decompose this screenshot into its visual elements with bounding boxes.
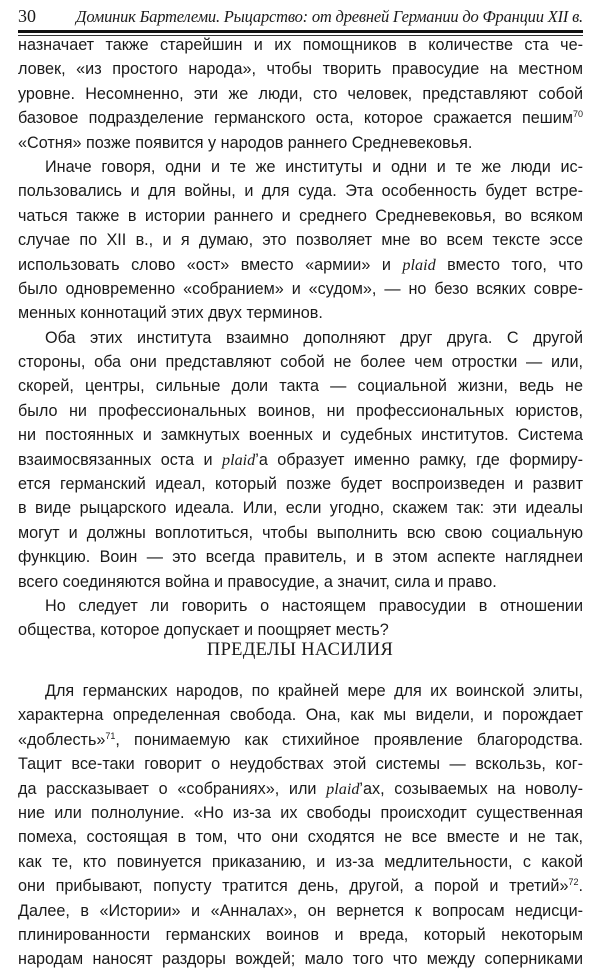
- paragraph: [18, 155, 583, 326]
- text-run: они прибывают, попусту тратится день, другой, а порой и третий»: [18, 877, 569, 896]
- text-run: случае по XII в., и я думаю, это позволяет мне во всем тексте эссе: [18, 231, 583, 250]
- text-line: [18, 594, 583, 618]
- text-line: [18, 33, 583, 57]
- text-line: [18, 106, 583, 130]
- text-block-lower: [18, 679, 583, 972]
- text-run: в виде рыцарского идеала. Или, если угодно, скажем так: эти идеалы: [18, 499, 583, 518]
- text-line: [18, 301, 583, 325]
- text-run: , понимаемую как стихийное проявление благородства.: [115, 730, 583, 749]
- text-line: [18, 374, 583, 398]
- text-line: [18, 448, 583, 472]
- text-run: Оба этих института взаимно дополняют друг друга. С другой: [45, 328, 583, 347]
- text-run: было ни профессиональных воинов, ни профессиональных юристов,: [18, 401, 583, 420]
- text-run: менных коннотаций этих двух терминов.: [18, 304, 323, 323]
- italic-term: plaid: [402, 255, 436, 274]
- footnote-ref[interactable]: 72: [568, 877, 579, 888]
- text-run: народам наносят раздоры вождей; мало того что между соперниками: [18, 950, 583, 969]
- text-line: [18, 277, 583, 301]
- text-line: [18, 521, 583, 545]
- text-run: стороны, оба они представляют собой не более чем отростки — или,: [18, 353, 583, 372]
- text-run: Далее, в «Истории» и «Анналах», он вернется к вопросам недисци-: [18, 901, 583, 920]
- paragraph: [18, 33, 583, 155]
- text-line: [18, 801, 583, 825]
- text-run: Для германских народов, по крайней мере для их воинской элиты,: [45, 682, 583, 700]
- text-run: ’а образует именно рамку, где формиру-: [255, 450, 584, 469]
- text-line: [18, 423, 583, 447]
- text-run: ние или полнолуние. «Но из-за их свободы происходит существенная: [18, 803, 583, 822]
- text-line: [18, 204, 583, 228]
- text-run: общества, которое допускает и поощряет месть?: [18, 621, 389, 640]
- text-run: использовать слово «ост» вместо «армии» и: [18, 255, 403, 274]
- text-run: было одновременно «собранием» и «судом», — но безо всяких совре-: [18, 279, 583, 298]
- footnote-ref[interactable]: 71: [105, 730, 116, 741]
- text-run: Но следует ли говорить о настоящем правосудии в отношении: [45, 596, 583, 615]
- text-run: вместо того, что: [435, 255, 583, 274]
- text-line: [18, 850, 583, 874]
- paragraph: [18, 679, 583, 972]
- text-run: ни постоянных и замкнутых военных и судебных институтов. Система: [18, 426, 583, 445]
- text-line: [18, 874, 583, 898]
- text-line: [18, 703, 583, 727]
- text-run: взаимосвязанных оста и: [18, 450, 222, 469]
- text-line: [18, 728, 583, 752]
- text-line: [18, 228, 583, 252]
- footnote-ref[interactable]: 70: [572, 109, 583, 120]
- text-run: пользовались и для войны, и для суда. Эта особенность будет встре-: [18, 182, 583, 201]
- text-line: [18, 777, 583, 801]
- text-run: плинированности германских воинов и вреда, который некоторым: [18, 925, 583, 944]
- text-line: [18, 947, 583, 971]
- text-line: [18, 82, 583, 106]
- italic-term: plaid: [222, 450, 256, 469]
- text-line: [18, 752, 583, 776]
- text-run: характерна определенная свобода. Она, как мы видели, и порождает: [18, 706, 583, 725]
- text-line: [18, 923, 583, 947]
- text-line: [18, 496, 583, 520]
- section-heading: ПРЕДЕЛЫ НАСИЛИЯ: [206, 640, 394, 660]
- text-run: ловек, «из простого народа», чтобы творить правосудие на местном: [18, 60, 583, 79]
- text-run: ’ах, созываемых на новолу-: [359, 779, 583, 798]
- paragraph: [18, 594, 583, 643]
- text-line: [18, 253, 583, 277]
- paragraph: [18, 326, 583, 594]
- page-number: 30: [18, 6, 36, 26]
- italic-term: plaid: [326, 779, 360, 798]
- text-line: [18, 326, 583, 350]
- text-run: базовое подразделение германского оста, которое сражается пешим: [18, 109, 573, 128]
- text-run: Тацит все-таки говорит о неудобствах этой системы — вскользь, ког-: [18, 755, 583, 774]
- text-run: да рассказывает о «собраниях», или: [18, 779, 327, 798]
- text-run: «Сотня» позже появится у народов раннего Средневековья.: [18, 133, 473, 152]
- text-run: уровне. Несомненно, эти же люди, сто человек, представляют собой: [18, 84, 583, 103]
- text-run: Иначе говоря, одни и те же институты и одни и те же люди ис-: [45, 157, 583, 176]
- text-line: [18, 679, 583, 703]
- text-line: [18, 131, 583, 155]
- running-title: Доминик Бартелеми. Рыцарство: от древней Германии до Франции XII в.: [76, 7, 583, 26]
- text-block-upper: [18, 33, 583, 643]
- text-run: как те, кто повинуется приказанию, и из-за медлительности, с какой: [18, 852, 583, 871]
- text-run: функцию. Воин — это всегда правитель, и в этом аспекте нагляднеи: [18, 548, 583, 567]
- text-line: [18, 545, 583, 569]
- text-run: чаться также в истории раннего и среднего Средневековья, во всяком: [18, 206, 583, 225]
- text-line: [18, 472, 583, 496]
- text-run: «доблесть»: [18, 730, 106, 749]
- text-run: назначает также старейшин и их помощников в количестве ста че-: [18, 36, 583, 54]
- text-line: [18, 350, 583, 374]
- text-run: скорей, центры, сильные доли такта — социальной жизни, ведь не: [18, 377, 583, 396]
- text-line: [18, 825, 583, 849]
- text-line: [18, 570, 583, 594]
- text-run: помеха, состоящая в том, что они сходятся не все вместе и не так,: [18, 828, 583, 847]
- text-run: всего соединяются война и правосудие, а значит, сила и право.: [18, 572, 497, 591]
- text-run: могут и должны воплотиться, чтобы выполнить всю свою социальную: [18, 523, 583, 542]
- text-line: [18, 155, 583, 179]
- text-run: .: [578, 877, 583, 896]
- text-line: [18, 57, 583, 81]
- running-header: [18, 6, 583, 28]
- text-run: ется германский идеал, который позже будет воспроизведен и развит: [18, 475, 583, 494]
- text-line: [18, 899, 583, 923]
- text-line: [18, 179, 583, 203]
- text-line: [18, 399, 583, 423]
